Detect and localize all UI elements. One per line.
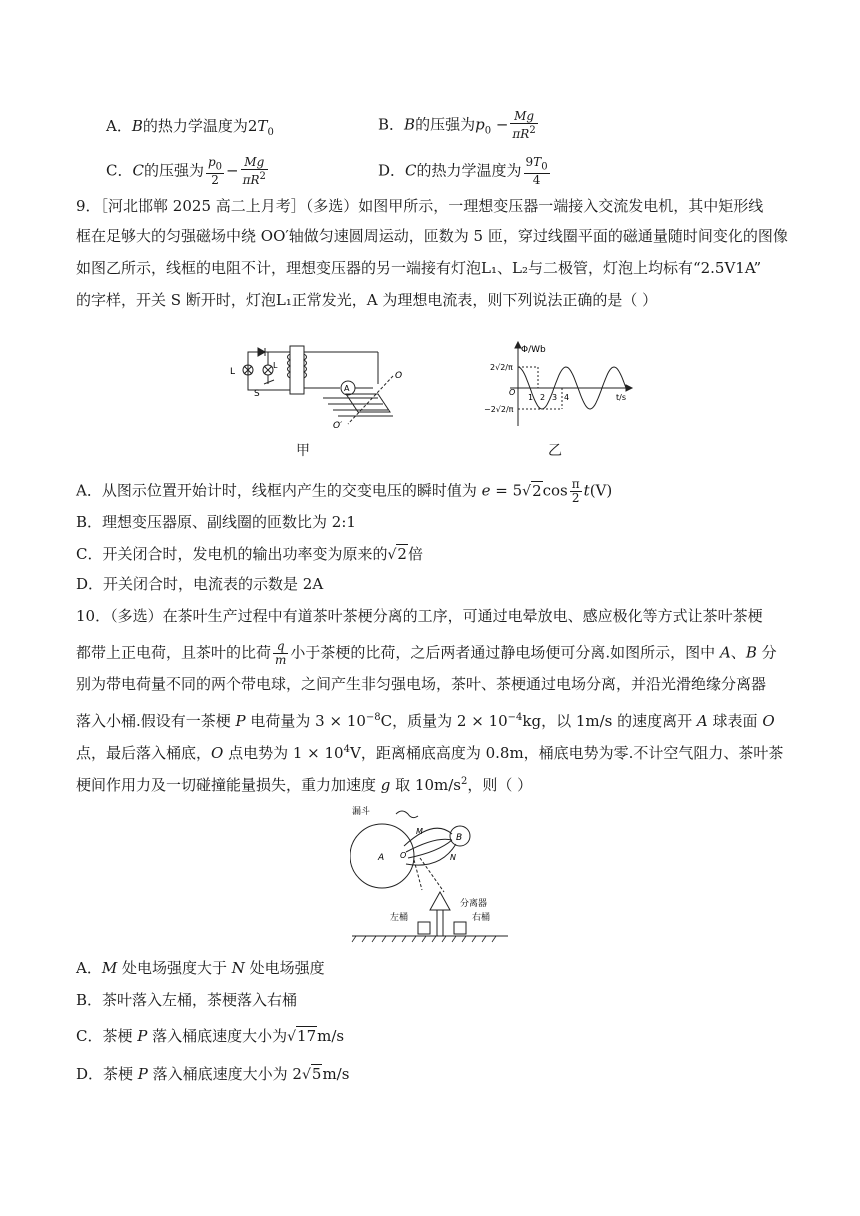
graph-xtick-3: 3 xyxy=(552,393,558,402)
q8-option-c: C．C的压强为 $\frac{p_0}{2}$ − $\frac{Mg}{\pi R^2}$ xyxy=(106,155,266,188)
q9-stem-line2: 框在足够大的匀强磁场中绕 OO′轴做匀速圆周运动，匝数为 5 匝，穿过线圈平面的磁通量随时间变化的图像 xyxy=(76,227,788,245)
q9-stem-line3: 如图乙所示，线框的电阻不计，理想变压器的另一端接有灯泡L₁、L₂与二极管，灯泡上均标有“2.5V1A” xyxy=(76,259,762,277)
label-o-prime: O′ xyxy=(333,421,343,430)
q9-option-d: D．开关闭合时，电流表的示数是 2A xyxy=(76,575,324,593)
label-separator: 分离器 xyxy=(460,899,488,909)
graph-origin: O xyxy=(509,388,516,397)
q10-figure-separator xyxy=(350,802,510,944)
q8-option-a: A．B的热力学温度为$2T_0$ xyxy=(106,117,274,138)
q10-stem-line2: 都带上正电荷，且茶叶的比荷 $\frac{q}{m}$ 小于茶梗的比荷，之后两者通过静电场便可分离.如图所示，图中 A、B 分 xyxy=(76,639,777,667)
q9-figure-yi-graph xyxy=(480,340,640,430)
q9-figure-yi-caption: 乙 xyxy=(548,443,562,459)
label-right-bucket: 右桶 xyxy=(472,913,491,923)
graph-ylabel: Φ/Wb xyxy=(521,345,546,355)
q10-option-a: A．M 处电场强度大于 N 处电场强度 xyxy=(76,959,325,977)
q10-option-d: D．茶梗 P 落入桶底速度大小为 2√5m/s xyxy=(76,1065,350,1083)
label-s: S xyxy=(254,389,260,399)
q9-stem-line1: 9．［河北邯郸 2025 高二上月考］（多选）如图甲所示，一理想变压器一端接入交流发电机，其中矩形线 xyxy=(76,197,764,215)
q9-figure-jia-circuit xyxy=(228,340,413,430)
q8-option-b: B．B的压强为$p_0$ − $\frac{Mg}{\pi R^2}$ xyxy=(378,109,536,141)
q10-stem-line6: 梗间作用力及一切碰撞能量损失，重力加速度 g 取 $10m/s^2$，则（ ） xyxy=(76,776,533,794)
label-l1: L xyxy=(230,367,236,377)
q10-stem-line1: 10．（多选）在茶叶生产过程中有道茶叶茶梗分离的工序，可通过电晕放电、感应极化等方式让茶叶茶梗 xyxy=(76,607,763,625)
label-funnel: 漏斗 xyxy=(352,807,371,817)
q9-stem-line4: 的字样，开关 S 断开时，灯泡L₁正常发光，A 为理想电流表，则下列说法正确的是（ ） xyxy=(76,291,658,309)
graph-ytick-neg: −2√2/π xyxy=(484,405,514,414)
q9-option-c: C．开关闭合时，发电机的输出功率变为原来的√2倍 xyxy=(76,545,423,563)
q10-option-b: B．茶叶落入左桶，茶梗落入右桶 xyxy=(76,991,298,1009)
label-left-bucket: 左桶 xyxy=(390,913,409,923)
label-m: M xyxy=(416,827,423,836)
label-ammeter-a: A xyxy=(344,384,350,393)
q10-stem-line3: 别为带电荷量不同的两个带电球，之间产生非匀强电场，茶叶、茶梗通过电场分离，并沿光滑绝缘分离器 xyxy=(76,675,767,693)
label-o: O xyxy=(400,851,407,860)
graph-xtick-1: 1 xyxy=(528,393,534,402)
q8-option-d: D．C的热力学温度为 $\frac{9T_0}{4}$ xyxy=(378,155,548,188)
graph-xlabel: t/s xyxy=(616,393,626,402)
q9-figure-jia-caption: 甲 xyxy=(296,443,310,459)
label-o: O xyxy=(395,371,403,381)
label-ball-a: A xyxy=(378,853,385,863)
label-ball-b: B xyxy=(456,833,463,843)
graph-ytick-pos: 2√2/π xyxy=(490,363,513,372)
q10-option-c: C．茶梗 P 落入桶底速度大小为√17m/s xyxy=(76,1027,345,1045)
q9-option-b: B．理想变压器原、副线圈的匝数比为 2:1 xyxy=(76,513,356,531)
label-n: N xyxy=(450,853,456,862)
q10-stem-line5: 点，最后落入桶底，O 点电势为 $1 \times 10^4V$，距离桶底高度为 0.8m，桶底电势为零.不计空气阻力、茶叶茶 xyxy=(76,744,784,762)
graph-xtick-4: 4 xyxy=(564,393,570,402)
graph-xtick-2: 2 xyxy=(540,393,546,402)
q9-option-a: A．从图示位置开始计时，线框内产生的交变电压的瞬时值为 e = 5√2cos $\frac{\pi}{2}$ t(V) xyxy=(76,477,613,505)
q10-stem-line4: 落入小桶.假设有一茶梗 P 电荷量为 $3 \times 10^{-8}C$，质量为 $2 \times 10^{-4}kg$，以 1m/s 的速度离开 A 球表面 O xyxy=(76,712,775,730)
label-l2: L xyxy=(273,361,278,370)
